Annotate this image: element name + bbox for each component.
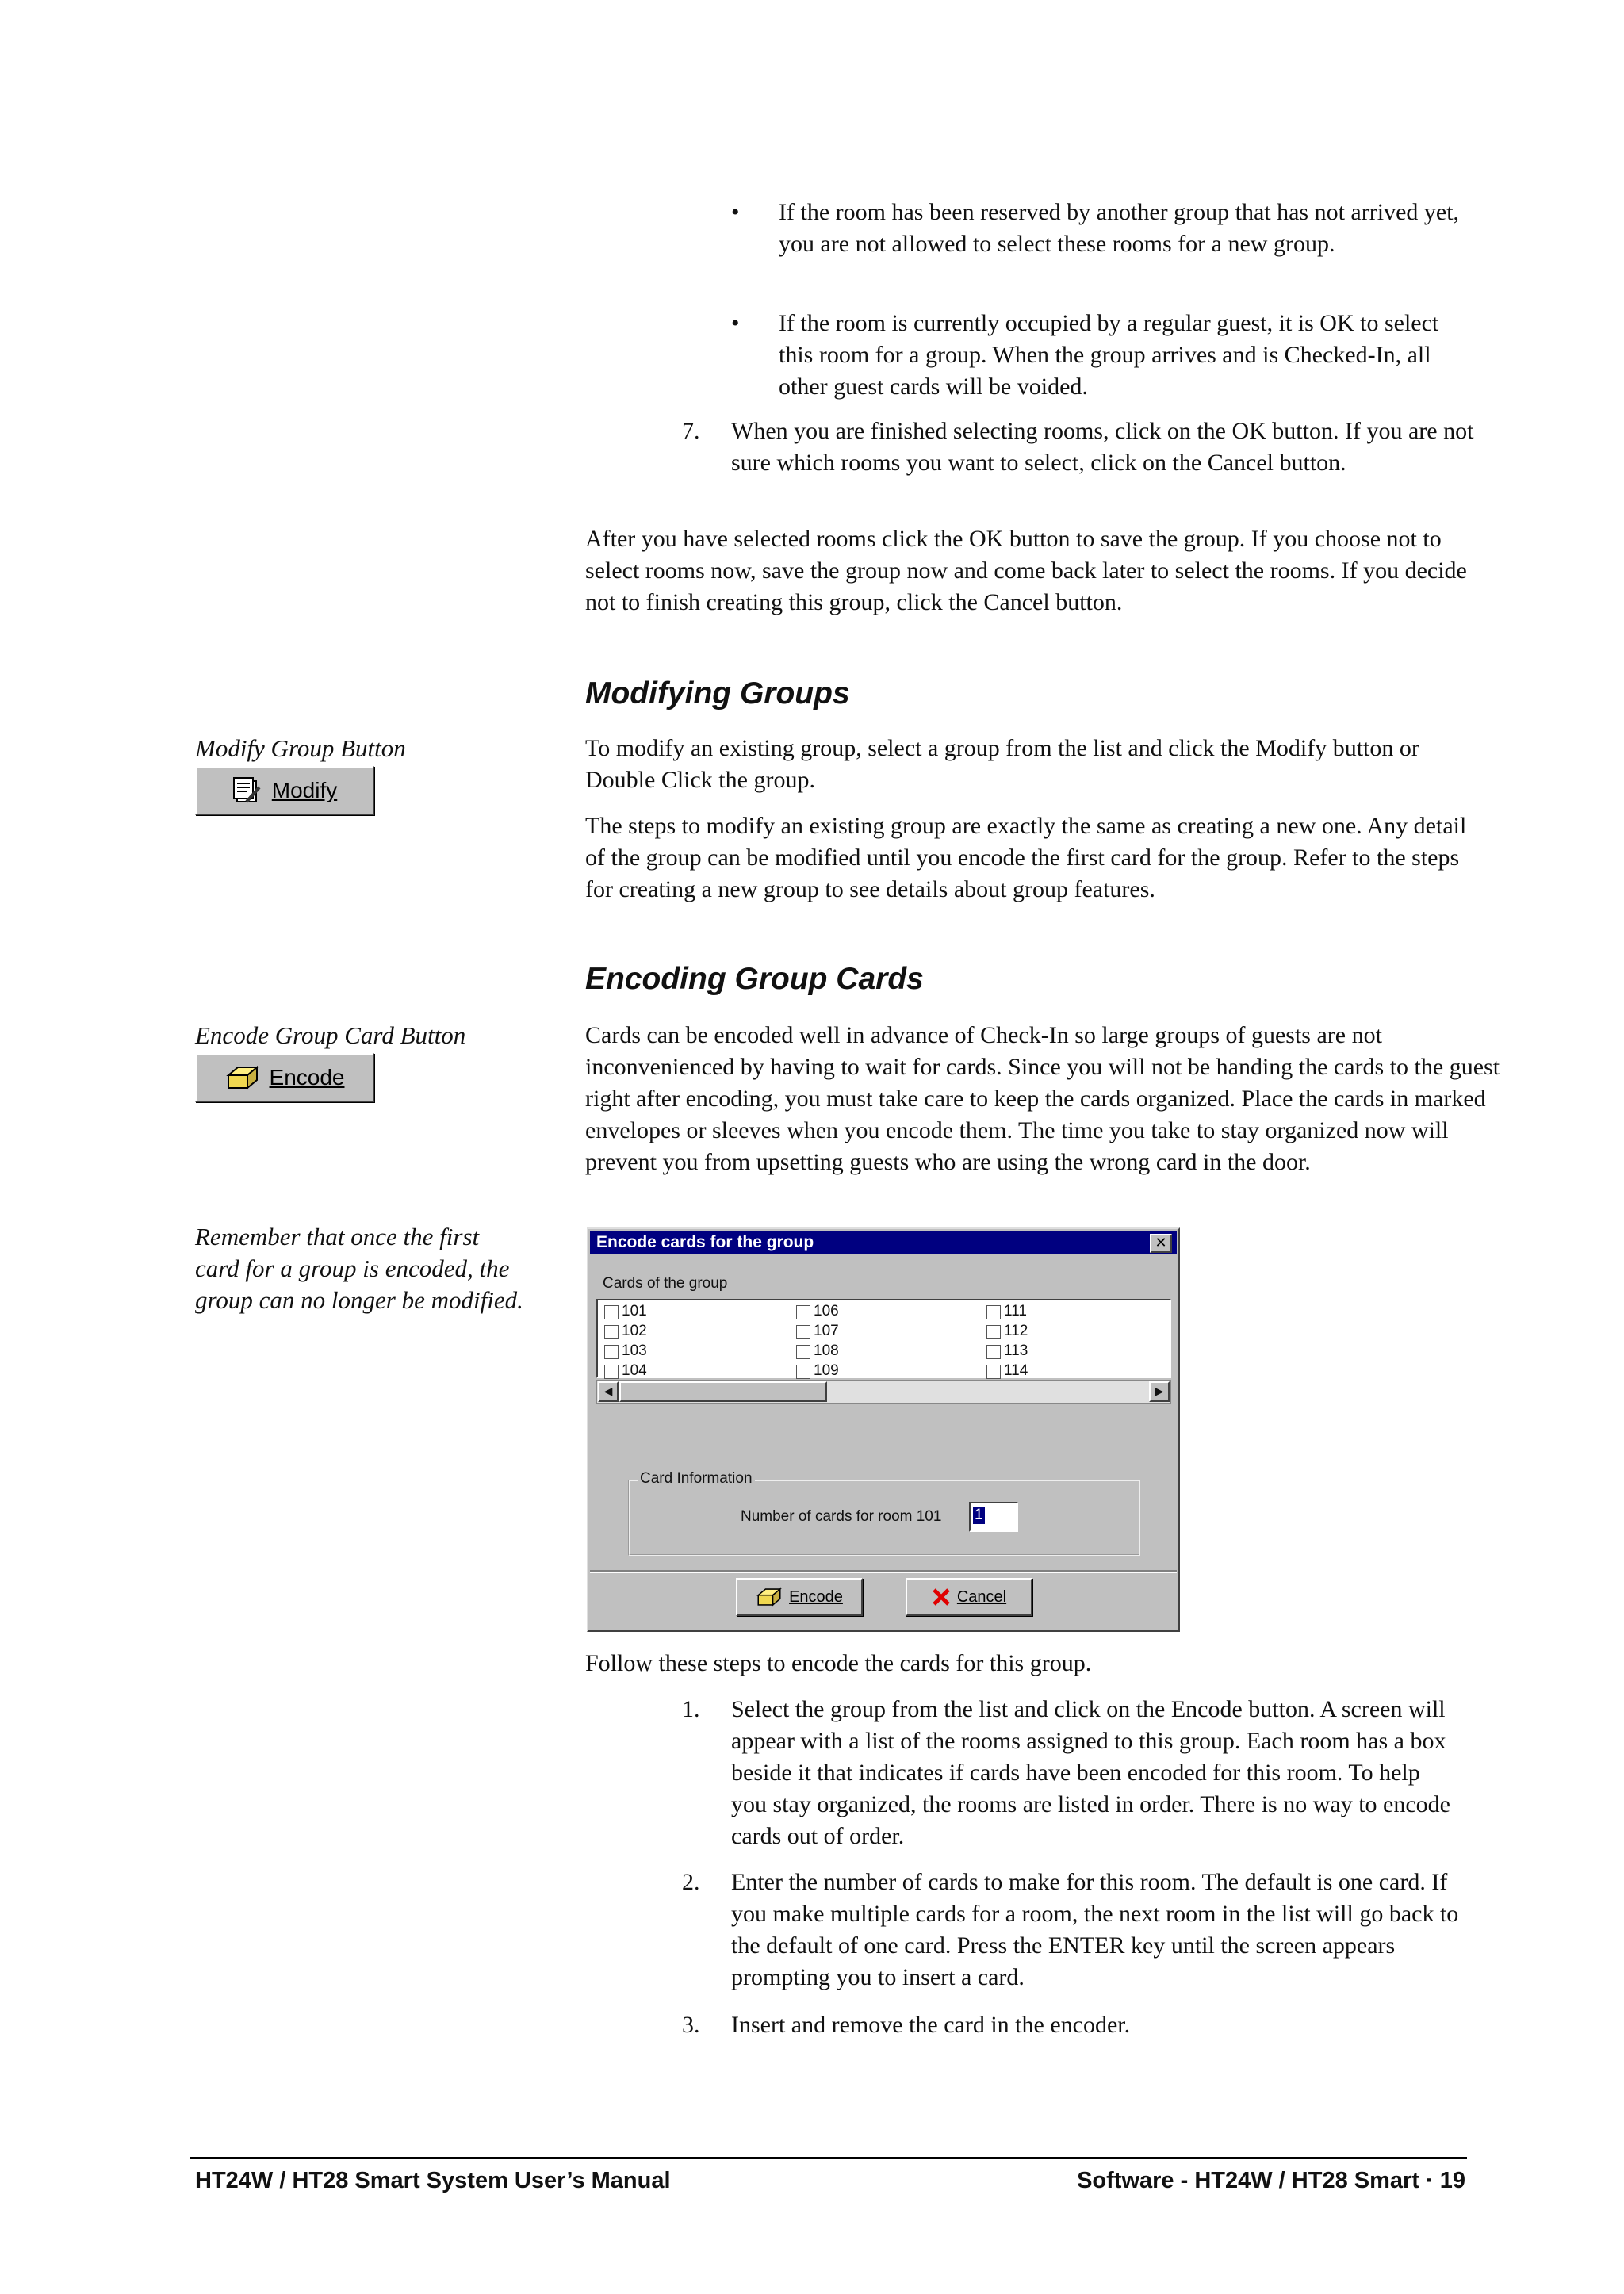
room-label: 112 [1004, 1323, 1028, 1339]
sidebar-caption: Modify Group Button [195, 734, 406, 762]
modify-icon [232, 776, 262, 805]
encode-cards-dialog [587, 1227, 1180, 1632]
step-text: When you are finished selecting rooms, click on the OK button. If you are not sure which rooms you want to select, click on the Cancel button. [731, 418, 1474, 476]
room-label: 103 [622, 1342, 647, 1359]
room-label: 101 [622, 1303, 647, 1319]
paragraph: Follow these steps to encode the cards for this group. [585, 1650, 1092, 1676]
encode-button-label: Encode [269, 1065, 345, 1090]
footer-rule [190, 2157, 1467, 2159]
room-label: 111 [1004, 1303, 1027, 1319]
step-text: Enter the number of cards to make for this room. The default is one card. If you make multiple cards for a room, the next room in the list will go back to the default of one card. Press the ENTER key until the screen appears prompting you to insert a card. [731, 1869, 1459, 1990]
room-label: 102 [622, 1323, 647, 1339]
scroll-left-icon[interactable]: ◀ [598, 1381, 619, 1402]
field-label: Number of cards for room 101 [741, 1508, 942, 1525]
bullet-marker: • [731, 199, 740, 225]
room-label: 109 [814, 1362, 839, 1379]
room-label: 106 [814, 1303, 839, 1319]
cards-count-input[interactable] [969, 1502, 1018, 1532]
room-checkbox[interactable] [986, 1365, 1001, 1379]
bullet-marker: • [731, 310, 740, 336]
paragraph: The steps to modify an existing group are exactly the same as creating a new one. Any detail of the group can be modified until you encode the first card for the group. Refer to the steps for creating a new group to see details about group features. [585, 813, 1467, 902]
step-number: 1. [682, 1696, 700, 1722]
close-icon[interactable]: ✕ [1150, 1234, 1172, 1253]
step-text: Insert and remove the card in the encoder. [731, 2012, 1131, 2038]
group-label: Card Information [638, 1470, 755, 1488]
room-checkbox[interactable] [986, 1345, 1001, 1359]
dialog-titlebar [590, 1231, 1177, 1254]
cards-count-value: 1 [975, 1507, 983, 1523]
scroll-thumb[interactable] [619, 1381, 827, 1402]
paragraph: To modify an existing group, select a group from the list and click the Modify button or Double Click the group. [585, 735, 1419, 793]
card-information-group [628, 1470, 1140, 1556]
footer-left: HT24W / HT28 Smart System User’s Manual [195, 2168, 671, 2193]
room-checkbox[interactable] [986, 1305, 1001, 1319]
room-label: 107 [814, 1323, 839, 1339]
step-number: 2. [682, 1869, 700, 1895]
room-label: 113 [1004, 1342, 1028, 1359]
encode-icon [756, 1587, 783, 1607]
section-heading: Encoding Group Cards [585, 962, 924, 996]
footer-right: Software - HT24W / HT28 Smart · 19 [1077, 2168, 1465, 2193]
paragraph: Cards can be encoded well in advance of Check-In so large groups of guests are not inconvenienced by having to wait for cards. Since you will not be handing the cards to the guest right after encoding, you must take care to keep the cards organized. Place the cards in marked envelopes or sleeves when you encode them. The time you take to stay organized now will prevent you from upsetting guests who are using the wrong card in the door. [585, 1022, 1500, 1175]
scroll-right-icon[interactable]: ▶ [1149, 1381, 1170, 1402]
encode-icon [225, 1064, 260, 1091]
room-label: 104 [622, 1362, 647, 1379]
cancel-x-icon [932, 1587, 951, 1607]
room-label: 114 [1004, 1362, 1028, 1379]
room-checkbox[interactable] [796, 1345, 810, 1359]
room-checkbox[interactable] [796, 1325, 810, 1339]
encode-button[interactable] [195, 1053, 374, 1102]
bullet-item: If the room has been reserved by another group that has not arrived yet, you are not allowed to select these rooms for a new group. [779, 199, 1460, 257]
dialog-divider [590, 1570, 1177, 1573]
room-label: 108 [814, 1342, 839, 1359]
cards-list[interactable] [596, 1299, 1171, 1378]
room-checkbox[interactable] [604, 1305, 619, 1319]
dialog-encode-button[interactable] [736, 1578, 863, 1616]
room-checkbox[interactable] [796, 1305, 810, 1319]
sidebar-note: Remember that once the first card for a group is encoded, the group can no longer be modified. [195, 1223, 523, 1314]
paragraph: After you have selected rooms click the OK button to save the group. If you choose not to select rooms now, save the group now and come back later to select the rooms. If you decide not to finish creating this group, click the Cancel button. [585, 526, 1467, 615]
room-checkbox[interactable] [796, 1365, 810, 1379]
horizontal-scrollbar[interactable] [596, 1380, 1171, 1404]
section-heading: Modifying Groups [585, 676, 850, 710]
modify-button[interactable] [195, 766, 374, 815]
list-label: Cards of the group [603, 1275, 728, 1292]
step-number: 7. [682, 418, 700, 444]
dialog-cancel-label: Cancel [956, 1587, 1007, 1606]
sidebar-caption: Encode Group Card Button [195, 1021, 466, 1049]
room-checkbox[interactable] [604, 1325, 619, 1339]
dialog-cancel-button[interactable] [906, 1578, 1032, 1616]
dialog-title: Encode cards for the group [596, 1233, 814, 1251]
room-checkbox[interactable] [604, 1345, 619, 1359]
modify-button-label: Modify [271, 778, 338, 802]
bullet-item: If the room is currently occupied by a regular guest, it is OK to select this room for a group. When the group arrives and is Checked-In, all other guest cards will be voided. [779, 310, 1439, 400]
step-text: Select the group from the list and click on the Encode button. A screen will appear with a list of the rooms assigned to this group. Each room has a box beside it that indicates if cards have been encoded for this room. To help you stay organized, the rooms are listed in order. There is no way to encode cards out of order. [731, 1696, 1450, 1849]
room-checkbox[interactable] [986, 1325, 1001, 1339]
step-number: 3. [682, 2012, 700, 2038]
room-checkbox[interactable] [604, 1365, 619, 1379]
dialog-encode-label: Encode [789, 1587, 843, 1606]
